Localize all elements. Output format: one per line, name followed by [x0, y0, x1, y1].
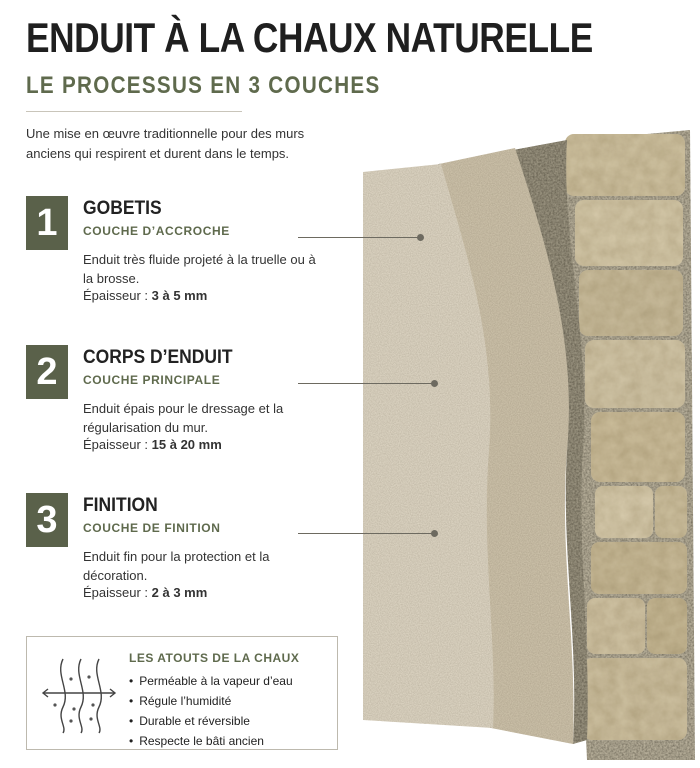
leader-dot-body: [431, 380, 438, 387]
step-number-badge: 1: [26, 196, 68, 250]
thickness-label: Épaisseur :: [83, 585, 152, 600]
stone-block: [647, 598, 687, 654]
stone-block: [595, 486, 653, 538]
step-thickness: [83, 437, 222, 452]
thickness-value: 15 à 20 mm: [151, 437, 222, 452]
step-title: FINITION: [83, 495, 158, 516]
step-subtitle: COUCHE DE FINITION: [83, 521, 221, 535]
step-number-badge: 2: [26, 345, 68, 399]
wall-cross-section-illustration: [355, 120, 700, 760]
thickness-value: 3 à 5 mm: [151, 288, 208, 303]
stone-block: [655, 486, 687, 538]
benefit-item: • Respecte le bâti ancien: [129, 731, 293, 751]
benefits-title: LES ATOUTS DE LA CHAUX: [129, 651, 300, 665]
step-title: GOBETIS: [83, 198, 162, 219]
step-title: CORPS D’ENDUIT: [83, 347, 233, 368]
thickness-label: Épaisseur :: [83, 437, 152, 452]
leader-dot-gobetis: [417, 234, 424, 241]
stone-block: [591, 542, 687, 594]
thickness-value: 2 à 3 mm: [151, 585, 208, 600]
breathing-wall-icon: [41, 655, 117, 735]
leader-dot-finish: [431, 530, 438, 537]
step-number-badge: 3: [26, 493, 68, 547]
step-subtitle: COUCHE PRINCIPALE: [83, 373, 221, 387]
benefit-item: • Durable et réversible: [129, 711, 293, 731]
benefit-item: • Perméable à la vapeur d’eau: [129, 671, 293, 691]
benefits-list: [129, 671, 293, 751]
stone-block: [587, 598, 645, 654]
thickness-label: Épaisseur :: [83, 288, 152, 303]
stone-block: [583, 658, 687, 740]
step-subtitle: COUCHE D’ACCROCHE: [83, 224, 230, 238]
step-description: Enduit fin pour la protection et la décoration.: [83, 549, 270, 583]
stone-block: [575, 200, 683, 266]
leader-line-finish: [298, 533, 434, 534]
step-description: Enduit épais pour le dressage et la régularisation du mur.: [83, 401, 284, 435]
leader-line-gobetis: [298, 237, 420, 238]
step-thickness: [83, 585, 207, 600]
stone-block: [565, 134, 685, 196]
step-description: Enduit très fluide projeté à la truelle ou à la brosse.: [83, 252, 316, 286]
stone-block: [579, 270, 683, 336]
stone-block: [585, 340, 685, 408]
leader-line-body: [298, 383, 434, 384]
page-title: ENDUIT À LA CHAUX NATURELLE: [26, 14, 593, 61]
benefits-box: [26, 636, 338, 750]
stone-block: [591, 412, 685, 482]
intro-text: Une mise en œuvre traditionnelle pour des murs anciens qui respirent et durent dans le temps.: [26, 126, 305, 161]
subtitle-divider: [26, 111, 242, 112]
page-subtitle: LE PROCESSUS EN 3 COUCHES: [26, 72, 381, 99]
benefit-item: • Régule l’humidité: [129, 691, 293, 711]
step-thickness: [83, 288, 207, 303]
